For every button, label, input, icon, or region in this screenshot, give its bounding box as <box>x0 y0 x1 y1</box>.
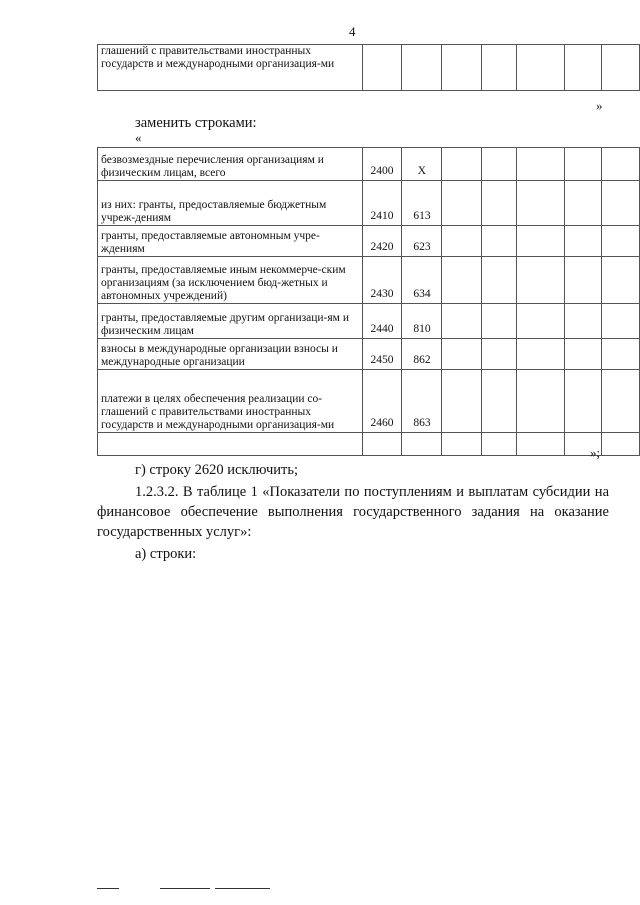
row-code: 2430 <box>362 257 402 304</box>
empty-cell <box>565 370 602 433</box>
row-kosgu: 863 <box>402 370 442 433</box>
empty-cell <box>517 304 565 339</box>
row-code <box>362 433 402 456</box>
empty-cell <box>482 226 517 257</box>
empty-cell <box>442 370 482 433</box>
previous-table-fragment <box>97 44 640 91</box>
empty-cell <box>517 181 565 226</box>
row-kosgu <box>402 433 442 456</box>
row-description: гранты, предоставляемые другим организаци-ям и физическим лицам <box>98 304 363 339</box>
table-row <box>98 257 640 304</box>
row-code: 2450 <box>362 339 402 370</box>
empty-cell <box>442 148 482 181</box>
empty-cell <box>602 370 640 433</box>
table-row <box>98 433 640 456</box>
table-row <box>98 181 640 226</box>
empty-cell <box>517 339 565 370</box>
empty-cell <box>482 433 517 456</box>
empty-cell <box>482 370 517 433</box>
row-description: платежи в целях обеспечения реализации со-глашений с правительствами иностранных государств и международными организация-ми <box>98 370 363 433</box>
empty-cell <box>602 257 640 304</box>
footer-line <box>215 888 270 889</box>
row-description: из них: гранты, предоставляемые бюджетным учреж-дениям <box>98 181 363 226</box>
footer-line <box>97 888 119 889</box>
row-kosgu: 862 <box>402 339 442 370</box>
opening-quote: « <box>135 130 142 145</box>
empty-cell <box>442 339 482 370</box>
table-row <box>98 226 640 257</box>
table-row <box>98 370 640 433</box>
empty-cell <box>442 304 482 339</box>
empty-cell <box>602 226 640 257</box>
table-row <box>98 148 640 181</box>
item-g: г) строку 2620 исключить; <box>135 462 298 478</box>
empty-cell <box>482 339 517 370</box>
closing-quote: » <box>596 98 603 113</box>
empty-cell <box>602 433 640 456</box>
empty-cell <box>442 433 482 456</box>
empty-cell <box>602 181 640 226</box>
empty-cell <box>565 181 602 226</box>
table-row <box>98 339 640 370</box>
empty-cell <box>442 181 482 226</box>
row-description: гранты, предоставляемые иным некоммерче-ским организациям (за исключением бюд-жетных и автономных учреждений) <box>98 257 363 304</box>
item-a: а) строки: <box>135 546 197 562</box>
row-description: взносы в международные организации взносы и международные организации <box>98 339 363 370</box>
replace-label: заменить строками: <box>135 115 257 131</box>
row-code: 2410 <box>362 181 402 226</box>
replacement-table <box>97 147 640 456</box>
table-row <box>98 304 640 339</box>
row-description: гранты, предоставляемые автономным учре-ждениям <box>98 226 363 257</box>
paragraph-1-2-3-2: 1.2.3.2. В таблице 1 «Показатели по поступлениям и выплатам субсидии на финансовое обеспечение выполнения государственного задания на оказание государственных услуг»: <box>97 484 609 540</box>
empty-cell <box>602 304 640 339</box>
empty-cell <box>482 257 517 304</box>
row-code: 2460 <box>362 370 402 433</box>
empty-cell <box>482 148 517 181</box>
row-code: 2420 <box>362 226 402 257</box>
empty-cell <box>442 226 482 257</box>
row-code: 2400 <box>362 148 402 181</box>
footer-line <box>160 888 210 889</box>
empty-cell <box>565 339 602 370</box>
row-code: 2440 <box>362 304 402 339</box>
empty-cell <box>517 148 565 181</box>
row-description <box>98 433 363 456</box>
empty-cell <box>517 226 565 257</box>
row-kosgu: 613 <box>402 181 442 226</box>
empty-cell <box>442 257 482 304</box>
empty-cell <box>602 339 640 370</box>
empty-cell <box>565 226 602 257</box>
row-kosgu: Х <box>402 148 442 181</box>
empty-cell <box>517 370 565 433</box>
row-kosgu: 634 <box>402 257 442 304</box>
empty-cell <box>602 148 640 181</box>
table-cell-text: глашений с правительствами иностранных государств и международными организация-ми <box>98 45 363 91</box>
closing-quote-semicolon: »; <box>590 445 601 460</box>
row-kosgu: 623 <box>402 226 442 257</box>
empty-cell <box>565 304 602 339</box>
page-number: 4 <box>349 24 356 39</box>
empty-cell <box>517 433 565 456</box>
empty-cell <box>565 148 602 181</box>
row-description: безвозмездные перечисления организациям и физическим лицам, всего <box>98 148 363 181</box>
empty-cell <box>517 257 565 304</box>
row-kosgu: 810 <box>402 304 442 339</box>
empty-cell <box>482 304 517 339</box>
empty-cell <box>482 181 517 226</box>
empty-cell <box>565 257 602 304</box>
